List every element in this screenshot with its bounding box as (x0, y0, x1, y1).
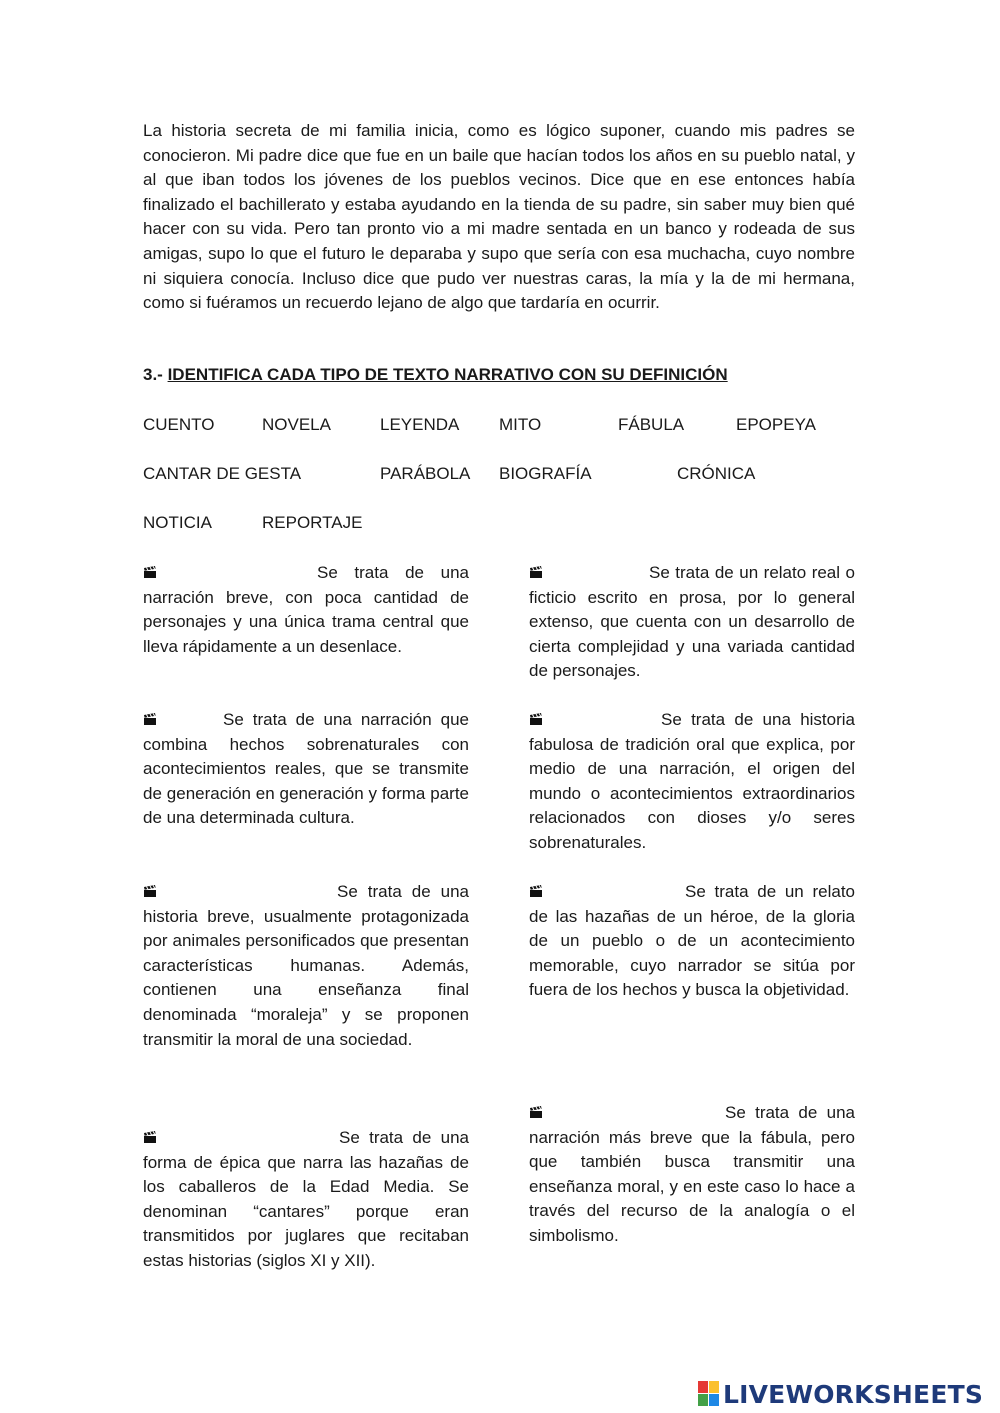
definition-text: Se trata de una narración breve, con poca cantidad de personajes y una única trama central que lleva rápidamente a un desenlace. (143, 563, 469, 656)
definition-5 (143, 880, 469, 1052)
exercise-heading (143, 365, 728, 385)
definition-7 (529, 1101, 855, 1249)
definition-1 (143, 561, 469, 659)
clapperboard-icon (143, 712, 157, 726)
story-paragraph: La historia secreta de mi familia inicia, como es lógico suponer, cuando mis padres se conocieron. Mi padre dice que fue en un baile que hacían todos los años en su pueblo natal, y al que iban todos los jóvenes de los pueblos vecinos. Dice que en ese entonces había finalizado el bachillerato y estaba ayudando en la tienda de su padre, sin saber muy bien qué hacer con su vida. Pero tan pronto vio a mi madre sentada en un banco y rodeada de sus amigas, supo lo que el futuro le deparaba y supo que sería con esa muchacha, cuyo nombre ni siquiera conocía. Incluso dice que pudo ver nuestras caras, la mía y la de mi hermana, como si fuéramos un recuerdo lejano de algo que tardaría en ocurrir. (143, 121, 855, 313)
definition-4 (529, 708, 855, 856)
option-biografia: BIOGRAFÍA (499, 464, 592, 483)
option-novela: NOVELA (262, 415, 331, 434)
option-cronica: CRÓNICA (677, 464, 756, 483)
liveworksheets-logo-icon (698, 1381, 720, 1407)
exercise-number: 3.- (143, 365, 163, 384)
definition-text: Se trata de una forma de épica que narra las hazañas de los caballeros de la Edad Media. Se denominan “cantares” porque eran transmitidos por juglares que recitaban estas historias (siglos XI y XII). (143, 1128, 469, 1270)
clapperboard-icon (529, 565, 543, 579)
option-epopeya: EPOPEYA (736, 415, 816, 434)
exercise-title: IDENTIFICA CADA TIPO DE TEXTO NARRATIVO CON SU DEFINICIÓN (167, 365, 728, 384)
definition-text: Se trata de una narración más breve que la fábula, pero que también busca transmitir una enseñanza moral, y en este caso lo hace a través del recurso de la analogía o el simbolismo. (529, 1103, 855, 1245)
definition-text: Se trata de una historia breve, usualmente protagonizada por animales personificados que presentan características humanas. Además, contienen una enseñanza final denominada “moraleja” y se proponen transmitir la moral de una sociedad. (143, 882, 469, 1049)
definition-text: Se trata de una narración que combina hechos sobrenaturales con acontecimientos reales, que se transmite de generación en generación y forma parte de una determinada cultura. (143, 710, 469, 828)
definition-text: Se trata de un relato de las hazañas de un héroe, de la gloria de un pueblo o de un acontecimiento memorable, cuyo narrador se sitúa por fuera de los hechos y busca la objetividad. (529, 882, 855, 1000)
option-fabula: FÁBULA (618, 415, 685, 434)
definition-3 (143, 708, 469, 831)
option-cantar-de-gesta: CANTAR DE GESTA (143, 464, 302, 483)
definition-text: Se trata de una historia fabulosa de tradición oral que explica, por medio de una narración, el origen del mundo o acontecimientos extraordinarios relacionados con dioses y/o seres sobrenaturales. (529, 710, 855, 852)
option-noticia: NOTICIA (143, 513, 212, 532)
definition-6 (529, 880, 855, 1003)
clapperboard-icon (143, 1130, 157, 1144)
liveworksheets-wordmark: LIVEWORKSHEETS (723, 1379, 984, 1409)
option-parabola: PARÁBOLA (380, 464, 471, 483)
clapperboard-icon (529, 712, 543, 726)
clapperboard-icon (529, 1105, 543, 1119)
definition-text: Se trata de un relato real o ficticio escrito en prosa, por lo general extenso, que cuenta con un desarrollo de cierta complejidad y una variada cantidad de personajes. (529, 563, 855, 681)
clapperboard-icon (143, 884, 157, 898)
option-cuento: CUENTO (143, 415, 215, 434)
definition-2 (529, 561, 855, 684)
liveworksheets-logo[interactable] (698, 1376, 983, 1412)
clapperboard-icon (529, 884, 543, 898)
option-reportaje: REPORTAJE (262, 513, 363, 532)
option-leyenda: LEYENDA (380, 415, 460, 434)
clapperboard-icon (143, 565, 157, 579)
option-mito: MITO (499, 415, 542, 434)
definition-8 (143, 1126, 469, 1274)
